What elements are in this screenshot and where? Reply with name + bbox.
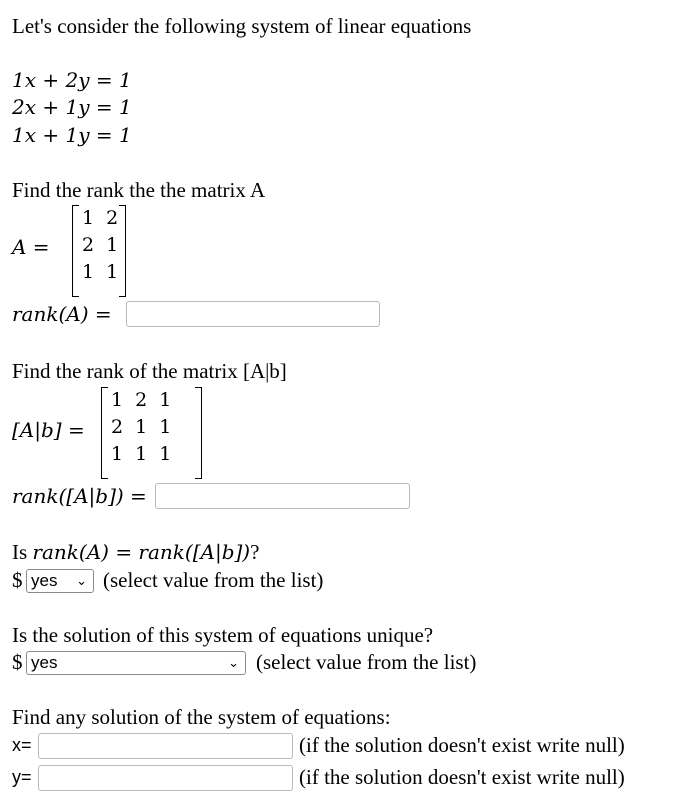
question-unique: Is the solution of this system of equations unique? (12, 623, 434, 647)
y-input[interactable] (38, 765, 293, 791)
question-rank-equal-math: rank(A) = rank([A|b]) (32, 540, 251, 564)
matrix-a-cell: 2 (106, 207, 119, 229)
y-label: y= (12, 767, 32, 787)
matrix-ab-cell: 1 (111, 443, 124, 465)
rank-equal-select[interactable] (26, 569, 94, 593)
matrix-ab-cell: 1 (111, 389, 124, 411)
matrix-ab-cell: 2 (135, 389, 148, 411)
matrix-ab-right-bracket (195, 387, 202, 479)
matrix-ab-label: [A|b] = (12, 418, 85, 442)
equation-2: 2x + 1y = 1 (12, 95, 132, 119)
x-label: x= (12, 735, 32, 755)
question-rank-equal (12, 540, 259, 565)
dollar-sign: $ (12, 650, 23, 674)
matrix-ab-cell: 1 (135, 416, 148, 438)
matrix-a-cell: 1 (106, 261, 119, 283)
dollar-sign: $ (12, 568, 23, 592)
chevron-down-icon: ⌄ (228, 655, 239, 670)
rank-ab-label: rank([A|b]) = (12, 484, 147, 508)
matrix-ab (105, 387, 177, 468)
chevron-down-icon: ⌄ (76, 573, 87, 588)
equation-1: 1x + 2y = 1 (12, 68, 132, 92)
matrix-ab-cell: 1 (159, 443, 172, 465)
matrix-ab-cell: 2 (111, 416, 124, 438)
matrix-a-cell: 1 (106, 234, 119, 256)
matrix-ab-cell: 1 (159, 389, 172, 411)
matrix-a (76, 205, 124, 286)
unique-select-value: yes (31, 653, 58, 672)
unique-select[interactable] (26, 651, 246, 675)
matrix-a-right-bracket (119, 205, 126, 297)
select-hint-1: (select value from the list) (103, 568, 324, 592)
equation-3: 1x + 1y = 1 (12, 123, 132, 147)
matrix-a-cell: 2 (82, 234, 95, 256)
select-hint-2: (select value from the list) (256, 650, 477, 674)
question-rank-equal-suffix: ? (250, 540, 260, 564)
rank-ab-input[interactable] (155, 483, 410, 509)
rank-a-input[interactable] (126, 301, 380, 327)
question-rank-equal-prefix: Is (12, 540, 33, 564)
matrix-a-cell: 1 (82, 207, 95, 229)
question-rank-a: Find the rank the the matrix A (12, 178, 266, 202)
x-input[interactable] (38, 733, 293, 759)
rank-equal-select-value: yes (31, 571, 58, 590)
null-hint-y: (if the solution doesn't exist write null) (299, 765, 625, 789)
null-hint-x: (if the solution doesn't exist write null) (299, 733, 625, 757)
intro-text: Let's consider the following system of linear equations (12, 14, 472, 38)
matrix-a-label: A = (12, 235, 50, 259)
question-find-solution: Find any solution of the system of equations: (12, 705, 391, 729)
matrix-ab-cell: 1 (135, 443, 148, 465)
matrix-ab-cell: 1 (159, 416, 172, 438)
matrix-a-cell: 1 (82, 261, 95, 283)
question-rank-ab: Find the rank of the matrix [A|b] (12, 359, 287, 383)
rank-a-label: rank(A) = (12, 302, 112, 326)
